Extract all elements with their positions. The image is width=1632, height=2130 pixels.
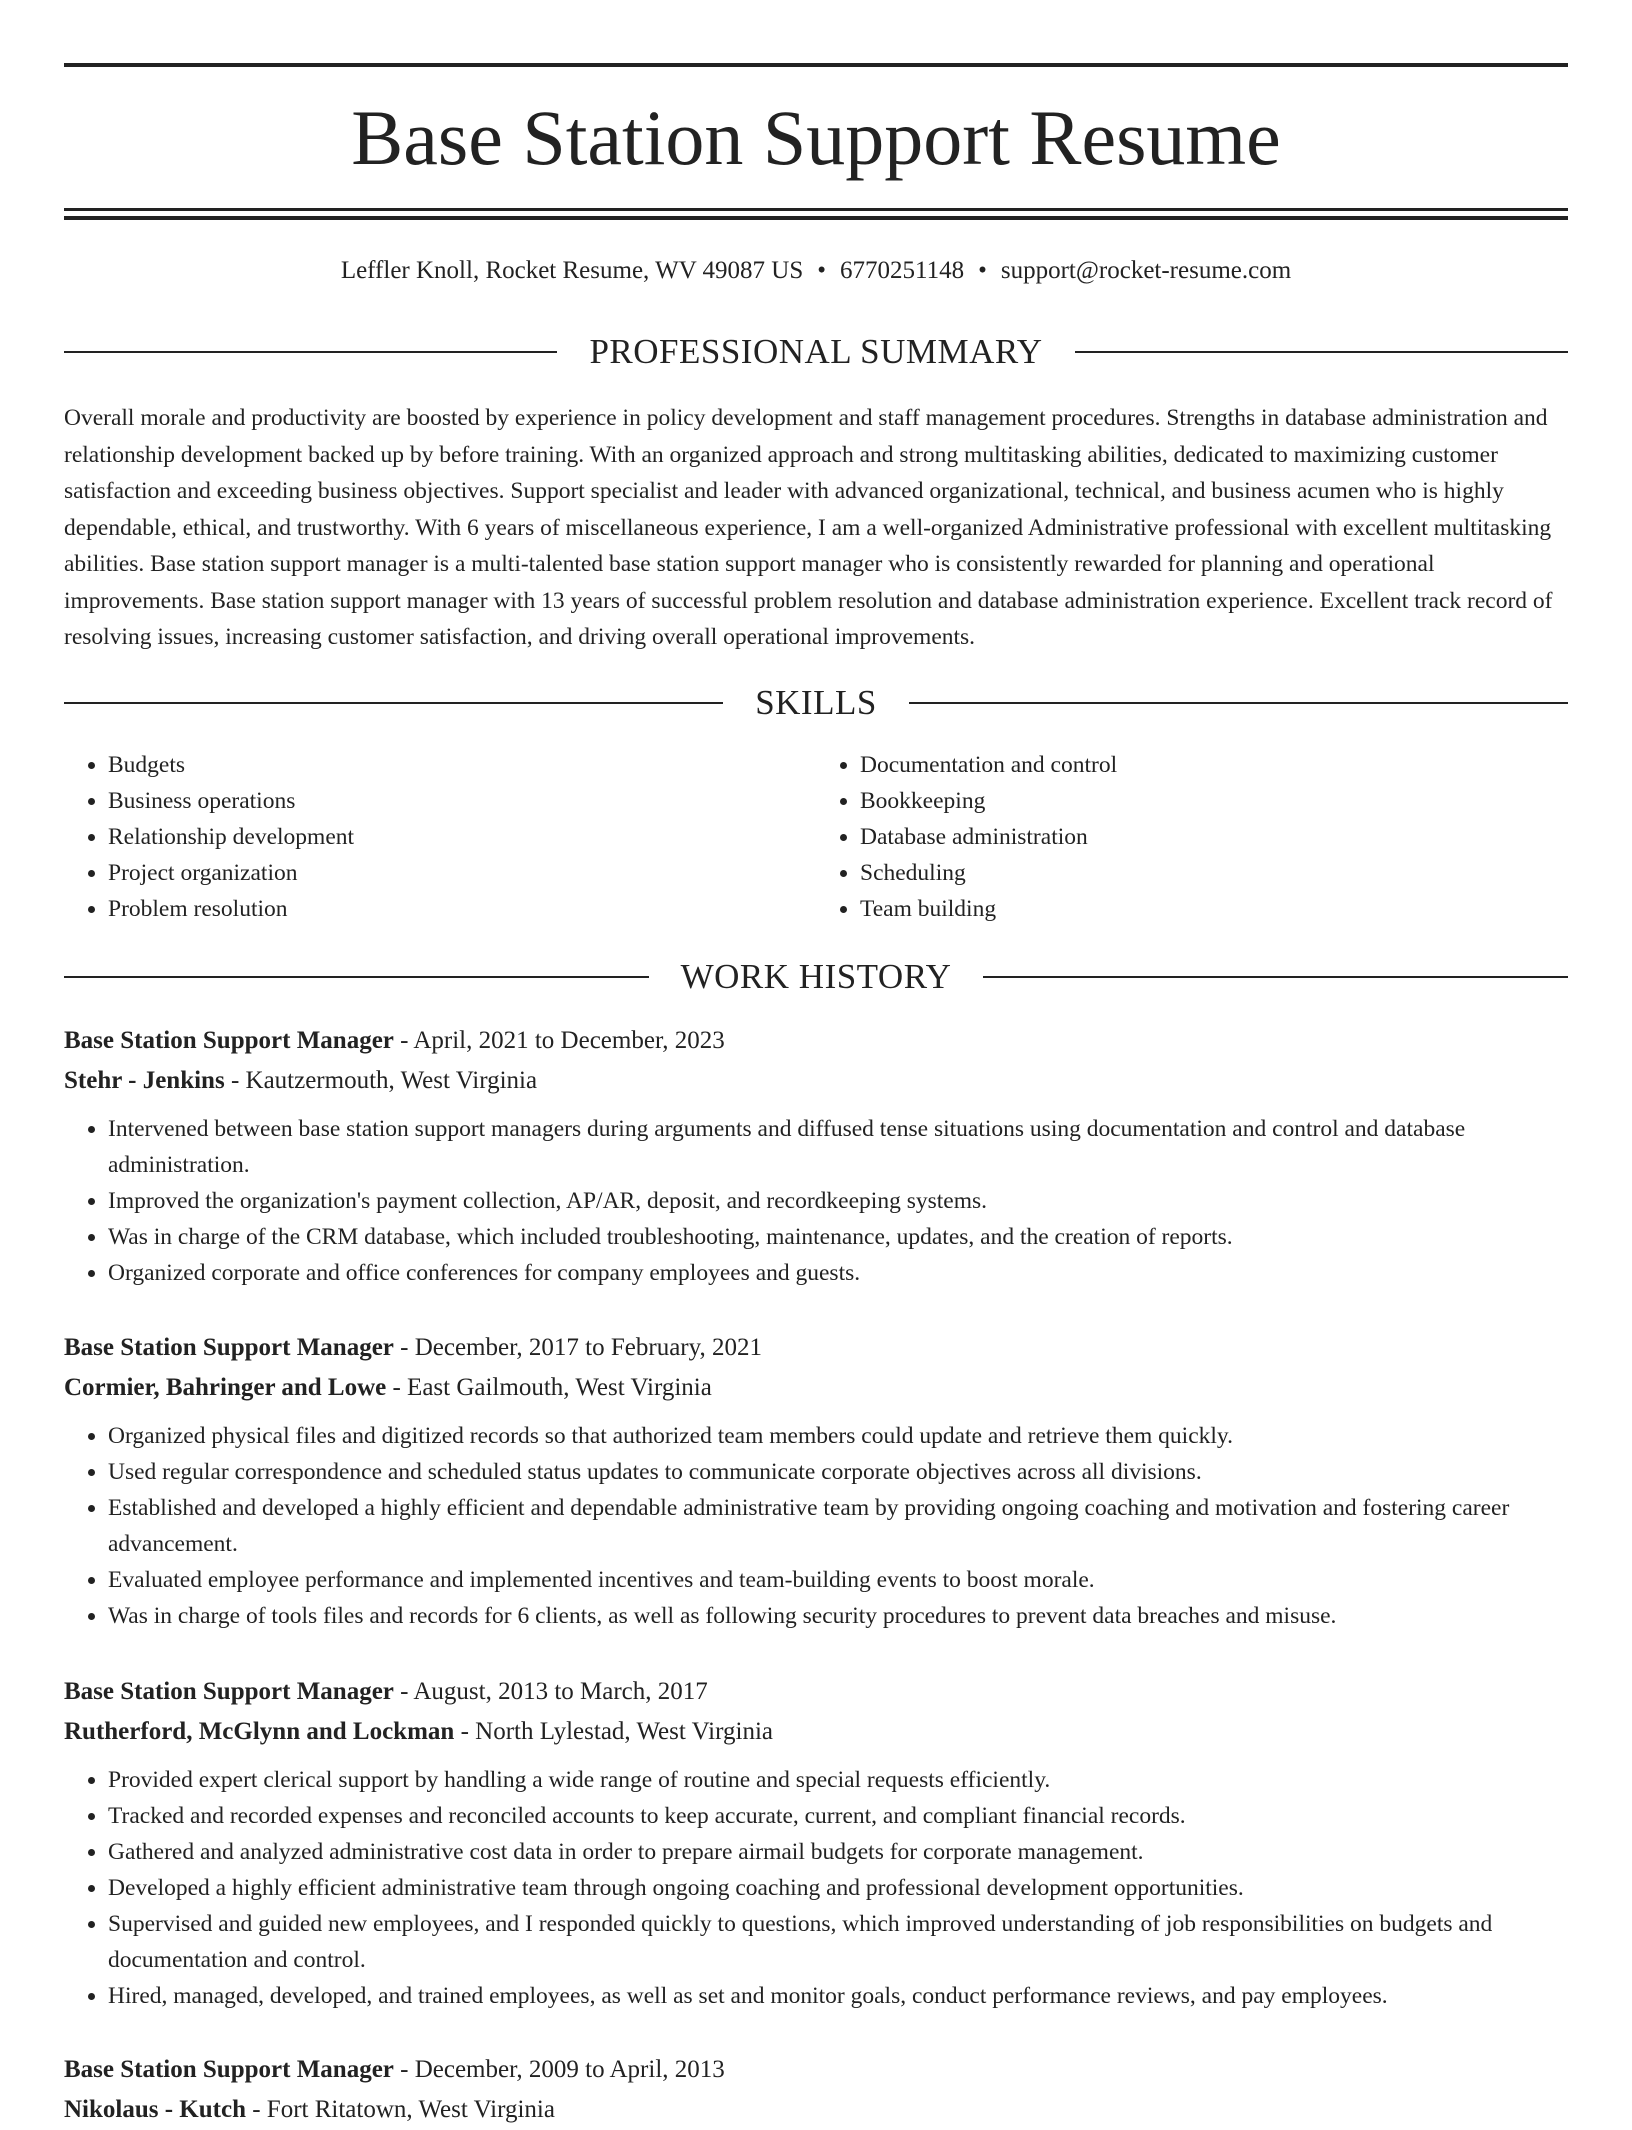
job-bullet: • Was in charge of the CRM database, which included troubleshooting, maintenance, updates, and the creation of reports. bbox=[108, 1219, 1568, 1255]
job-location: - Kautzermouth, West Virginia bbox=[224, 1067, 538, 1094]
job-bullet: • Provided expert clerical support by handling a wide range of routine and special requests efficiently. bbox=[108, 1762, 1568, 1798]
job-entry bbox=[64, 1328, 1568, 1634]
job-title-line bbox=[64, 1672, 1568, 1712]
job-title: Base Station Support Manager bbox=[64, 1027, 394, 1054]
contact-separator: • bbox=[978, 257, 987, 284]
job-company-line bbox=[64, 1368, 1568, 1408]
job-bullets bbox=[64, 1762, 1568, 2014]
work-section-title: WORK HISTORY bbox=[680, 957, 952, 996]
job-title: Base Station Support Manager bbox=[64, 2056, 394, 2083]
skill-item: • Database administration bbox=[860, 819, 1568, 855]
job-dates: - December, 2017 to February, 2021 bbox=[393, 1334, 762, 1361]
job-bullet: • Was in charge of tools files and records for 6 clients, as well as following security procedures to prevent data breaches and misuse. bbox=[108, 1598, 1568, 1634]
job-bullet: • Developed a highly efficient administrative team through ongoing coaching and professional development opportunities. bbox=[108, 1870, 1568, 1906]
job-bullet: • Improved the organization's payment collection, AP/AR, deposit, and recordkeeping systems. bbox=[108, 1183, 1568, 1219]
job-title-line bbox=[64, 1328, 1568, 1368]
contact-line bbox=[64, 253, 1568, 289]
skills-list bbox=[64, 747, 1568, 927]
job-company-line bbox=[64, 1712, 1568, 1752]
skill-item: • Documentation and control bbox=[860, 747, 1568, 783]
title-rule-upper bbox=[64, 208, 1568, 211]
job-entry bbox=[64, 2050, 1568, 2130]
job-company-line bbox=[64, 2090, 1568, 2130]
skill-item: • Team building bbox=[860, 891, 1568, 927]
job-bullet: • Organized corporate and office conferences for company employees and guests. bbox=[108, 1255, 1568, 1291]
skill-item: • Scheduling bbox=[860, 855, 1568, 891]
job-title: Base Station Support Manager bbox=[64, 1334, 394, 1361]
section-rule-left bbox=[64, 351, 557, 353]
summary-section-title: PROFESSIONAL SUMMARY bbox=[589, 332, 1043, 371]
job-company: Cormier, Bahringer and Lowe bbox=[64, 1374, 387, 1401]
job-bullet: • Tracked and recorded expenses and reconciled accounts to keep accurate, current, and compliant financial records. bbox=[108, 1798, 1568, 1834]
summary-section-header bbox=[64, 330, 1568, 374]
job-company-line bbox=[64, 1061, 1568, 1101]
job-dates: - August, 2013 to March, 2017 bbox=[393, 1678, 708, 1705]
work-section-header bbox=[64, 955, 1568, 999]
skills-section-header bbox=[64, 681, 1568, 725]
skills-section-title: SKILLS bbox=[755, 683, 877, 722]
section-rule-left bbox=[64, 976, 649, 978]
job-bullet: • Intervened between base station support managers during arguments and diffused tense situations using documentation and control and database administration. bbox=[108, 1111, 1568, 1183]
page-title: Base Station Support Resume bbox=[351, 94, 1281, 181]
job-bullet: • Hired, managed, developed, and trained employees, as well as set and monitor goals, conduct performance reviews, and pay employees. bbox=[108, 1978, 1568, 2014]
job-location: - East Gailmouth, West Virginia bbox=[386, 1374, 712, 1401]
section-rule-right bbox=[909, 702, 1568, 704]
job-company: Nikolaus - Kutch bbox=[64, 2096, 246, 2123]
job-bullets bbox=[64, 1418, 1568, 1634]
section-rule-right bbox=[983, 976, 1568, 978]
job-title-line bbox=[64, 1021, 1568, 1061]
job-entry bbox=[64, 1672, 1568, 2014]
skill-item: • Budgets bbox=[108, 747, 816, 783]
contact-email: support@rocket-resume.com bbox=[1000, 257, 1292, 284]
skill-item: • Bookkeeping bbox=[860, 783, 1568, 819]
job-title: Base Station Support Manager bbox=[64, 1678, 394, 1705]
job-title-line bbox=[64, 2050, 1568, 2090]
contact-separator: • bbox=[817, 257, 827, 284]
skill-item: • Project organization bbox=[108, 855, 816, 891]
job-entry bbox=[64, 1021, 1568, 1291]
job-company: Rutherford, McGlynn and Lockman bbox=[64, 1718, 455, 1745]
skill-item: • Business operations bbox=[108, 783, 816, 819]
top-rule bbox=[64, 63, 1568, 67]
skill-item: • Relationship development bbox=[108, 819, 816, 855]
contact-phone: 6770251148 bbox=[840, 257, 965, 284]
job-location: - Fort Ritatown, West Virginia bbox=[245, 2096, 555, 2123]
section-rule-left bbox=[64, 702, 723, 704]
job-dates: - December, 2009 to April, 2013 bbox=[393, 2056, 725, 2083]
section-rule-right bbox=[1075, 351, 1568, 353]
job-dates: - April, 2021 to December, 2023 bbox=[393, 1027, 725, 1054]
job-location: - North Lylestad, West Virginia bbox=[454, 1718, 773, 1745]
job-bullet: • Established and developed a highly efficient and dependable administrative team by providing ongoing coaching and motivation and fostering career advancement. bbox=[108, 1490, 1568, 1562]
skill-item: • Problem resolution bbox=[108, 891, 816, 927]
job-bullet: • Used regular correspondence and scheduled status updates to communicate corporate objectives across all divisions. bbox=[108, 1454, 1568, 1490]
job-bullets bbox=[64, 1111, 1568, 1291]
professional-summary: Overall morale and productivity are boosted by experience in policy development and staff management procedures. Strengths in database administration and relationship development backed up by before training. With an organized approach and strong multitasking abilities, dedicated to maximizing customer satisfaction and exceeding business objectives. Support specialist and leader with advanced organizational, technical, and business acumen who is highly dependable, ethical, and trustworthy. With 6 years of miscellaneous experience, I am a well-organized Administrative professional with excellent multitasking abilities. Base station support manager is a multi-talented base station support manager who is consistently rewarded for planning and operational improvements. Base station support manager with 13 years of successful problem resolution and database administration experience. Excellent track record of resolving issues, increasing customer satisfaction, and driving overall operational improvements. bbox=[64, 405, 1553, 650]
job-bullet: • Evaluated employee performance and implemented incentives and team-building events to boost morale. bbox=[108, 1562, 1568, 1598]
job-bullet: • Gathered and analyzed administrative cost data in order to prepare airmail budgets for corporate management. bbox=[108, 1834, 1568, 1870]
job-bullet: • Organized physical files and digitized records so that authorized team members could update and retrieve them quickly. bbox=[108, 1418, 1568, 1454]
title-rule-lower bbox=[64, 216, 1568, 220]
job-company: Stehr - Jenkins bbox=[64, 1067, 225, 1094]
skills-column-left bbox=[64, 747, 816, 927]
skills-column-right bbox=[816, 747, 1568, 927]
job-bullet: • Supervised and guided new employees, and I responded quickly to questions, which improved understanding of job responsibilities on budgets and documentation and control. bbox=[108, 1906, 1568, 1978]
contact-address: Leffler Knoll, Rocket Resume, WV 49087 US bbox=[340, 257, 804, 284]
